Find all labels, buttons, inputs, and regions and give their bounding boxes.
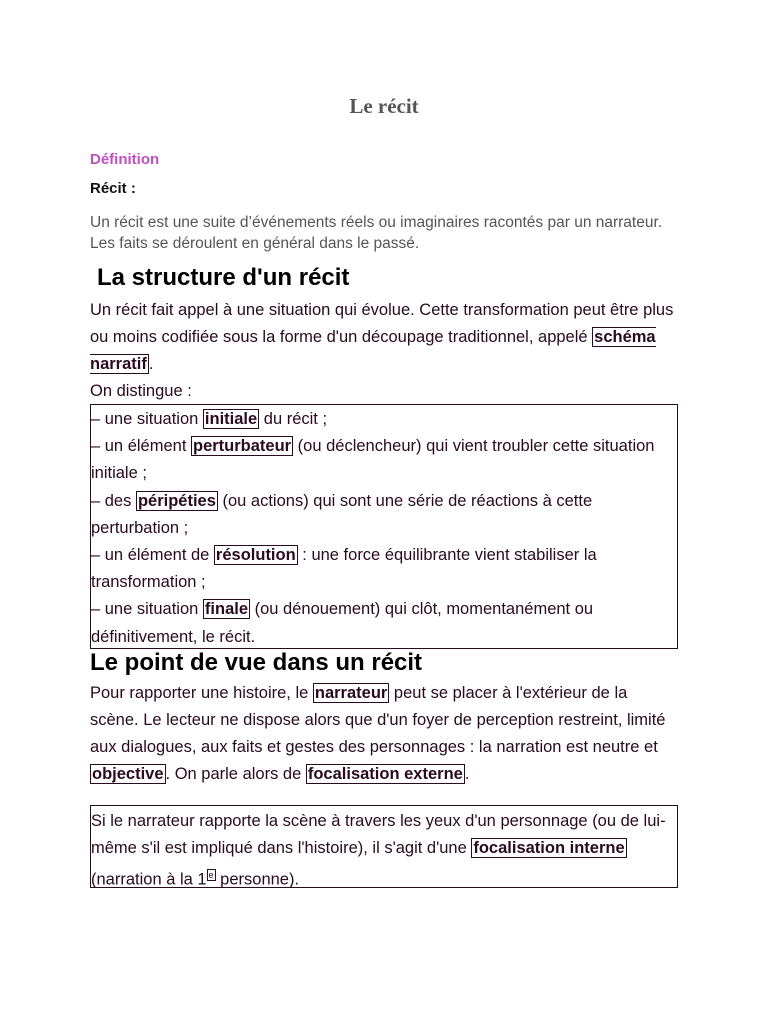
step-item — [91, 596, 677, 650]
definition-term: Récit : — [90, 180, 136, 197]
internal-text: Si le narrateur rapporte la scène à travers les yeux d'un personnage (ou de lui-même s'il est impliqué dans l'histoire), il s'agit d'une — [91, 812, 666, 858]
distinguish-label: On distingue : — [90, 382, 192, 400]
step-text: – une situation — [91, 600, 203, 619]
pov-text: peut se placer à l'extérieur de la scène. Le lecteur ne dispose alors que d'un foyer de perception restreint, limité aux dialogues, aux faits et gestes des personnages : la narration est neutre et — [90, 684, 666, 756]
keyword-finale: finale — [204, 600, 249, 619]
page-title: Le récit — [349, 94, 419, 118]
step-text: (ou déclencheur) qui vient troubler cette situation initiale ; — [91, 437, 655, 483]
keyword-narrateur: narrateur — [314, 684, 388, 702]
step-text: du récit ; — [259, 410, 328, 428]
pov-heading: Le point de vue dans un récit — [90, 649, 423, 676]
definition-text: Un récit est une suite d’événements réels ou imaginaires racontés par un narrateur. Les faits se déroulent en général dans le passé. — [90, 214, 663, 252]
keyword-perturbateur: perturbateur — [192, 437, 292, 456]
pov-text: . — [464, 765, 470, 783]
pov-paragraph — [90, 680, 678, 788]
internal-text: (narration à la 1 — [91, 870, 207, 889]
keyword-schema-narratif: schéma narratif — [90, 328, 656, 373]
keyword-resolution: résolution — [215, 546, 296, 565]
structure-heading: La structure d'un récit — [97, 264, 350, 291]
pov-text: Pour rapporter une histoire, le — [90, 684, 313, 702]
step-item — [91, 488, 677, 542]
pov-text: . On parle alors de — [165, 765, 306, 783]
keyword-peripeties: péripéties — [137, 491, 216, 510]
narrative-steps-box — [90, 404, 678, 649]
structure-intro-end: . — [148, 355, 154, 373]
step-item — [91, 406, 677, 433]
keyword-initiale: initiale — [204, 410, 258, 428]
keyword-objective: objective — [92, 765, 164, 783]
internal-focalisation-box — [90, 805, 678, 888]
step-text: : une force équilibrante vient stabiliser la transformation ; — [91, 546, 597, 592]
step-text: (ou actions) qui sont une série de réactions à cette perturbation ; — [91, 491, 593, 537]
step-item — [91, 542, 677, 596]
step-text: – un élément — [91, 437, 191, 456]
keyword-focalisation-interne: focalisation interne — [473, 839, 625, 858]
step-text: – des — [91, 491, 136, 510]
keyword-focalisation-externe: focalisation externe — [307, 765, 463, 783]
step-text: – un élément de — [91, 546, 214, 565]
internal-text: personne). — [215, 870, 300, 889]
definition-heading: Définition — [90, 151, 160, 168]
step-item — [91, 433, 677, 487]
structure-intro — [90, 297, 678, 405]
structure-intro-text: Un récit fait appel à une situation qui évolue. Cette transformation peut être plus ou moins codifiée sous la forme d'un découpage traditionnel, appelé — [90, 301, 674, 346]
step-text: – une situation — [91, 410, 203, 428]
step-text: (ou dénouement) qui clôt, momentanément ou définitivement, le récit. — [91, 600, 594, 646]
superscript-e: e — [208, 870, 214, 881]
